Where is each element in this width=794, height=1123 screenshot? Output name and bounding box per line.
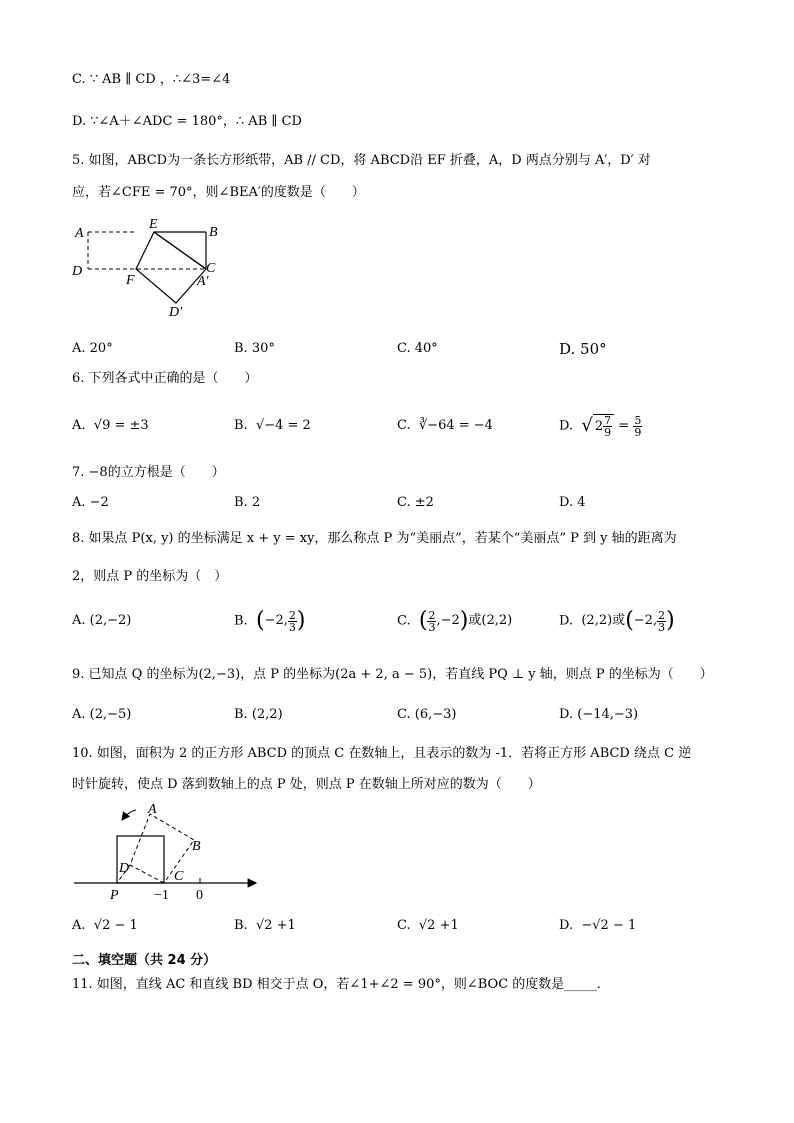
- q10-label-d: D: [119, 861, 130, 876]
- q8-option-c: C. ( $\frac{2}{3}$ ,−2)或(2,2): [397, 608, 513, 634]
- q6-option-d-num: 7: [604, 413, 612, 427]
- q8-option-d-pre: (2,2)或: [581, 613, 626, 628]
- q8-option-b: B. (−2, $\frac{2}{3}$ ): [234, 608, 306, 634]
- q10-option-b-label: B.: [234, 918, 248, 933]
- q7-stem: 7. −8的立方根是（ ）: [72, 465, 225, 480]
- q8-option-b-num: 2: [288, 608, 296, 622]
- q9-option-d: D. (−14,−3): [559, 707, 639, 722]
- q10-label-c: C: [174, 869, 184, 884]
- q8-option-d-mid: −2,: [633, 613, 658, 628]
- q6-option-a-expr: √9 = ±3: [93, 418, 149, 433]
- q9-stem: 9. 已知点 Q 的坐标为(2,−3)，点 P 的坐标为(2a + 2, a − 5)，若直线 PQ ⊥ y 轴，则点 P 的坐标为（ ）: [72, 667, 713, 682]
- q6-option-d-int: 2: [594, 418, 604, 434]
- q6-option-d-label: D.: [559, 418, 574, 434]
- q6-option-d-rnum: 5: [634, 413, 642, 427]
- q10-option-d-label: D.: [559, 918, 574, 933]
- q5-stem-line2: 应，若∠CFE = 70°，则∠BEA′的度数是（ ）: [72, 185, 365, 200]
- q9-option-b: B. (2,2): [234, 707, 283, 722]
- q6-option-b-label: B.: [234, 418, 248, 433]
- q5-option-b: B. 30°: [234, 341, 275, 356]
- q8-option-c-num: 2: [428, 608, 436, 622]
- q10-figure: [70, 800, 270, 910]
- q6-option-c-label: C.: [397, 418, 411, 433]
- q6-option-d: D. √ 2 $\frac{7}{9}$ = $\frac{5}{9}$: [559, 413, 642, 439]
- q5-label-a-prime: A′: [197, 274, 209, 289]
- q8-option-d-den: 3: [658, 620, 666, 634]
- q10-option-b: [234, 917, 296, 935]
- q8-stem-line1: 8. 如果点 P(x, y) 的坐标满足 x + y = xy，那么称点 P 为“美丽点”，若某个“美丽点” P 到 y 轴的距离为: [72, 531, 677, 546]
- q11-stem: 11. 如图，直线 AC 和直线 BD 相交于点 O，若∠1+∠2 = 90°，则∠BOC 的度数是_____.: [72, 977, 601, 992]
- q10-stem-line1: 10. 如图，面积为 2 的正方形 ABCD 的顶点 C 在数轴上，且表示的数为 -1．若将正方形 ABCD 绕点 C 逆: [72, 746, 692, 761]
- q10-option-a-expr: √2 − 1: [93, 918, 138, 933]
- section-title-fill-in: 二、填空题（共 24 分）: [72, 953, 217, 968]
- q6-option-d-eq: =: [618, 418, 630, 434]
- q10-option-d-expr: −√2 − 1: [581, 918, 637, 933]
- q9-option-c: C. (6,−3): [397, 707, 457, 722]
- q8-option-c-den: 3: [428, 620, 436, 634]
- q8-option-c-or: 或(2,2): [468, 613, 513, 628]
- q4-option-c: C. ∵ AB ∥ CD ，∴∠3=∠4: [72, 72, 231, 87]
- q10-label-p: P: [110, 888, 119, 903]
- q8-option-d: D. (2,2)或(−2, $\frac{2}{3}$ ): [559, 608, 675, 634]
- q8-option-a: A. (2,−2): [72, 613, 132, 628]
- q8-stem-line2: 2，则点 P 的坐标为（ ）: [72, 569, 228, 584]
- q7-option-d: D. 4: [559, 495, 586, 510]
- q5-label-d: D: [72, 264, 83, 279]
- q10-label-zero: 0: [196, 888, 203, 903]
- q5-label-d-prime: D′: [169, 305, 183, 320]
- q6-stem: 6. 下列各式中正确的是（ ）: [72, 371, 258, 386]
- q10-label-b: B: [192, 839, 201, 854]
- q5-label-b: B: [209, 225, 218, 240]
- q5-option-c: C. 40°: [397, 341, 438, 356]
- q7-option-b: B. 2: [234, 495, 261, 510]
- q10-label-a: A: [148, 802, 157, 817]
- q8-option-b-den: 3: [288, 620, 296, 634]
- q6-option-d-den: 9: [604, 425, 612, 439]
- q10-option-a-label: A.: [72, 918, 86, 933]
- q10-option-c-expr: √2 +1: [418, 918, 459, 933]
- q9-option-a: A. (2,−5): [72, 707, 132, 722]
- q10-stem-line2: 时针旋转，使点 D 落到数轴上的点 P 处，则点 P 在数轴上所对应的数为（ ）: [72, 777, 541, 792]
- q8-option-b-pre: −2,: [264, 613, 288, 628]
- q8-option-d-num: 2: [658, 608, 666, 622]
- q5-label-a: A: [75, 226, 84, 241]
- q6-option-b: [234, 417, 311, 435]
- q6-option-b-expr: √−4 = 2: [255, 418, 311, 433]
- q10-option-a: [72, 917, 138, 935]
- q5-label-e: E: [149, 217, 158, 232]
- q7-option-c: C. ±2: [397, 495, 434, 510]
- q6-option-d-rden: 9: [634, 425, 642, 439]
- q4-option-d: D. ∵∠A＋∠ADC = 180°，∴ AB ∥ CD: [72, 114, 302, 129]
- q8-option-b-label: B.: [234, 613, 248, 629]
- q10-option-c: [397, 917, 459, 935]
- q6-option-c-expr: ∛−64 = −4: [418, 418, 493, 433]
- q10-label-neg1: −1: [154, 888, 169, 903]
- q8-option-c-label: C.: [397, 613, 411, 629]
- q6-option-a: [72, 417, 149, 435]
- q7-option-a: A. −2: [72, 495, 109, 510]
- q5-label-f: F: [126, 273, 135, 288]
- q5-option-d: D. 50°: [559, 340, 607, 358]
- q6-option-c: [397, 417, 493, 435]
- q5-label-c: C: [206, 261, 216, 276]
- q5-stem-line1: 5. 如图，ABCD为一条长方形纸带，AB // CD，将 ABCD沿 EF 折叠，A，D 两点分别与 A′，D′ 对: [72, 153, 651, 168]
- q5-option-a: A. 20°: [72, 341, 113, 356]
- q5-figure: [70, 215, 250, 325]
- q10-option-c-label: C.: [397, 918, 411, 933]
- q8-option-d-label: D.: [559, 613, 574, 629]
- q10-option-d: [559, 917, 636, 935]
- q6-option-a-label: A.: [72, 418, 86, 433]
- q8-option-c-post: ,−2: [436, 613, 460, 628]
- q10-option-b-expr: √2 +1: [255, 918, 296, 933]
